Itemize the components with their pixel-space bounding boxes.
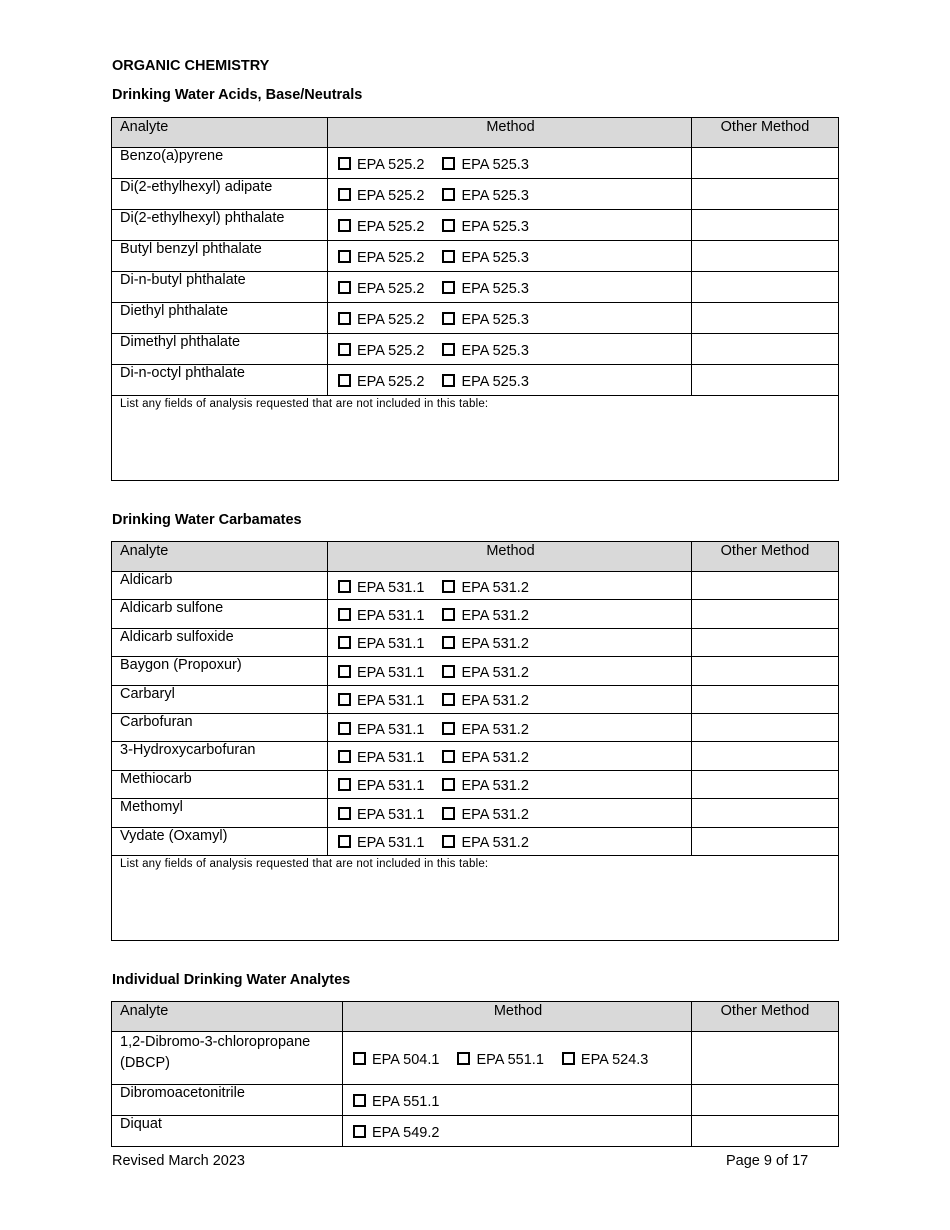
method-options xyxy=(328,210,692,241)
checkbox[interactable] xyxy=(338,722,351,735)
checkbox[interactable] xyxy=(442,778,455,791)
method-option[interactable] xyxy=(353,1094,439,1110)
checkbox[interactable] xyxy=(338,636,351,649)
method-label: EPA 531.2 xyxy=(461,806,529,823)
checkbox[interactable] xyxy=(338,807,351,820)
method-option[interactable] xyxy=(442,665,528,681)
analyte-name: Aldicarb xyxy=(112,572,328,600)
method-label: EPA 525.2 xyxy=(357,312,425,328)
analyte-column-header: Analyte xyxy=(112,542,328,572)
analyte-name: Dimethyl phthalate xyxy=(112,334,328,365)
method-option[interactable] xyxy=(442,778,528,794)
method-options xyxy=(328,272,692,303)
analyte-name: Carbofuran xyxy=(112,713,328,741)
method-label: EPA 525.2 xyxy=(357,188,425,204)
checkbox[interactable] xyxy=(338,374,351,387)
table-row xyxy=(112,770,839,798)
method-label: EPA 525.2 xyxy=(357,343,425,359)
analyte-name: Vydate (Oxamyl) xyxy=(112,827,328,855)
method-options xyxy=(328,657,692,685)
method-option[interactable] xyxy=(338,636,424,652)
method-option[interactable] xyxy=(338,188,424,204)
other-method-field[interactable] xyxy=(692,272,839,303)
method-label: EPA 525.3 xyxy=(461,188,529,204)
table-row xyxy=(112,334,839,365)
method-label: EPA 525.2 xyxy=(357,250,425,266)
method-label: EPA 531.1 xyxy=(357,778,425,795)
checkbox[interactable] xyxy=(338,608,351,621)
method-option[interactable] xyxy=(442,374,528,390)
method-label: EPA 531.1 xyxy=(357,664,425,681)
checkbox[interactable] xyxy=(338,250,351,263)
individual-analytes-table xyxy=(111,1001,839,1147)
analyte-name: Di-n-octyl phthalate xyxy=(112,365,328,396)
analyte-name: Methiocarb xyxy=(112,770,328,798)
checkbox[interactable] xyxy=(338,157,351,170)
checkbox[interactable] xyxy=(442,665,455,678)
table-row xyxy=(112,628,839,656)
method-label: EPA 525.3 xyxy=(461,250,529,266)
checkbox[interactable] xyxy=(442,807,455,820)
method-label: EPA 525.2 xyxy=(357,281,425,297)
method-label: EPA 504.1 xyxy=(372,1052,440,1068)
checkbox[interactable] xyxy=(338,665,351,678)
method-option[interactable] xyxy=(338,281,424,297)
other-method-field[interactable] xyxy=(692,799,839,827)
method-option[interactable] xyxy=(442,722,528,738)
method-label: EPA 549.2 xyxy=(372,1125,440,1141)
method-options xyxy=(328,685,692,713)
analyte-name: Aldicarb sulfone xyxy=(112,600,328,628)
table-header-row xyxy=(112,542,839,572)
method-option[interactable] xyxy=(442,250,528,266)
checkbox[interactable] xyxy=(353,1094,366,1107)
method-options xyxy=(343,1085,692,1116)
method-option[interactable] xyxy=(442,750,528,766)
method-option[interactable] xyxy=(338,608,424,624)
other-method-field[interactable] xyxy=(692,1085,839,1116)
method-option[interactable] xyxy=(442,608,528,624)
other-method-field[interactable] xyxy=(692,600,839,628)
other-method-field[interactable] xyxy=(692,657,839,685)
table-row xyxy=(112,210,839,241)
method-option[interactable] xyxy=(442,835,528,851)
method-options xyxy=(328,799,692,827)
method-option[interactable] xyxy=(338,722,424,738)
method-options xyxy=(328,827,692,855)
page-number: Page 9 of 17 xyxy=(726,1153,809,1169)
other-method-field[interactable] xyxy=(692,210,839,241)
acids-base-neutrals-table xyxy=(111,117,839,481)
checkbox[interactable] xyxy=(442,580,455,593)
analyte-name: Diethyl phthalate xyxy=(112,303,328,334)
method-options xyxy=(328,365,692,396)
method-label: EPA 531.1 xyxy=(357,721,425,738)
other-method-field[interactable] xyxy=(692,685,839,713)
checkbox[interactable] xyxy=(338,343,351,356)
notes-row xyxy=(112,855,839,940)
method-option[interactable] xyxy=(353,1052,439,1068)
method-label: EPA 531.1 xyxy=(357,579,425,596)
section-title: ORGANIC CHEMISTRY xyxy=(112,58,270,74)
method-label: EPA 531.1 xyxy=(357,636,425,653)
method-column-header: Method xyxy=(328,542,692,572)
analyte-column-header: Analyte xyxy=(112,1002,343,1032)
table-row xyxy=(112,148,839,179)
table-row xyxy=(112,303,839,334)
method-label: EPA 531.2 xyxy=(461,693,529,710)
method-option[interactable] xyxy=(338,807,424,823)
table-title-carbamates: Drinking Water Carbamates xyxy=(112,512,302,528)
checkbox[interactable] xyxy=(442,219,455,232)
method-options xyxy=(328,742,692,770)
other-method-field[interactable] xyxy=(692,365,839,396)
method-label: EPA 525.2 xyxy=(357,374,425,390)
table-row xyxy=(112,1116,839,1147)
method-option[interactable] xyxy=(442,219,528,235)
table-row xyxy=(112,657,839,685)
method-label: EPA 531.2 xyxy=(461,750,529,767)
other-method-column-header: Other Method xyxy=(692,118,839,148)
checkbox[interactable] xyxy=(442,722,455,735)
other-method-field[interactable] xyxy=(692,827,839,855)
method-label: EPA 524.3 xyxy=(580,1052,649,1068)
method-option[interactable] xyxy=(338,750,424,766)
method-option[interactable] xyxy=(442,807,528,823)
method-label: EPA 531.2 xyxy=(461,608,529,625)
method-label: EPA 531.2 xyxy=(461,721,529,738)
checkbox[interactable] xyxy=(353,1052,366,1065)
analyte-name: Butyl benzyl phthalate xyxy=(112,241,328,272)
method-option[interactable] xyxy=(442,312,528,328)
method-option[interactable] xyxy=(338,665,424,681)
notes-row xyxy=(112,396,839,481)
method-option[interactable] xyxy=(338,250,424,266)
checkbox[interactable] xyxy=(442,250,455,263)
checkbox[interactable] xyxy=(338,778,351,791)
other-method-column-header: Other Method xyxy=(692,1002,839,1032)
table-title-acids-base-neutrals: Drinking Water Acids, Base/Neutrals xyxy=(112,87,363,103)
analyte-column-header: Analyte xyxy=(112,118,328,148)
other-method-field[interactable] xyxy=(692,148,839,179)
other-method-field[interactable] xyxy=(692,179,839,210)
method-option[interactable] xyxy=(338,219,424,235)
method-label: EPA 531.1 xyxy=(357,608,425,625)
method-option[interactable] xyxy=(442,693,528,709)
table-row xyxy=(112,572,839,600)
method-option[interactable] xyxy=(338,312,424,328)
method-option[interactable] xyxy=(442,636,528,652)
other-method-field[interactable] xyxy=(692,1032,839,1085)
other-method-field[interactable] xyxy=(692,334,839,365)
analyte-name: Carbaryl xyxy=(112,685,328,713)
method-option[interactable] xyxy=(353,1125,439,1141)
table-header-row xyxy=(112,1002,839,1032)
checkbox[interactable] xyxy=(442,636,455,649)
checkbox[interactable] xyxy=(338,312,351,325)
method-options xyxy=(328,600,692,628)
method-label: EPA 531.2 xyxy=(461,778,529,795)
method-options xyxy=(343,1116,692,1147)
checkbox[interactable] xyxy=(442,188,455,201)
analyte-name: Baygon (Propoxur) xyxy=(112,657,328,685)
analyte-name: Dibromoacetonitrile xyxy=(112,1085,343,1116)
method-option[interactable] xyxy=(562,1052,648,1068)
method-label: EPA 531.1 xyxy=(357,835,425,852)
method-label: EPA 551.1 xyxy=(476,1052,544,1068)
method-options xyxy=(328,628,692,656)
analyte-name: Di(2-ethylhexyl) phthalate xyxy=(112,210,328,241)
method-option[interactable] xyxy=(338,580,424,596)
method-label: EPA 525.3 xyxy=(461,312,529,328)
method-options xyxy=(328,303,692,334)
method-options xyxy=(328,148,692,179)
other-method-field[interactable] xyxy=(692,628,839,656)
other-method-field[interactable] xyxy=(692,303,839,334)
method-options xyxy=(328,572,692,600)
checkbox[interactable] xyxy=(442,312,455,325)
table-row xyxy=(112,799,839,827)
checkbox[interactable] xyxy=(442,343,455,356)
table-row xyxy=(112,742,839,770)
table-row xyxy=(112,685,839,713)
method-option[interactable] xyxy=(442,188,528,204)
method-options xyxy=(328,770,692,798)
checkbox[interactable] xyxy=(338,188,351,201)
method-label: EPA 525.2 xyxy=(357,219,425,235)
analyte-name: Benzo(a)pyrene xyxy=(112,148,328,179)
checkbox[interactable] xyxy=(442,157,455,170)
table-row xyxy=(112,827,839,855)
analyte-name: Di-n-butyl phthalate xyxy=(112,272,328,303)
method-column-header: Method xyxy=(328,118,692,148)
other-method-field[interactable] xyxy=(692,572,839,600)
analyte-name: 3-Hydroxycarbofuran xyxy=(112,742,328,770)
method-option[interactable] xyxy=(338,835,424,851)
method-options xyxy=(328,179,692,210)
table-title-individual-analytes: Individual Drinking Water Analytes xyxy=(112,972,351,988)
other-method-field[interactable] xyxy=(692,713,839,741)
analyte-name: Diquat xyxy=(112,1116,343,1147)
checkbox[interactable] xyxy=(353,1125,366,1138)
method-label: EPA 531.2 xyxy=(461,835,529,852)
other-method-field[interactable] xyxy=(692,742,839,770)
method-option[interactable] xyxy=(442,157,528,173)
checkbox[interactable] xyxy=(457,1052,470,1065)
method-option[interactable] xyxy=(442,281,528,297)
method-option[interactable] xyxy=(338,157,424,173)
other-method-field[interactable] xyxy=(692,1116,839,1147)
other-method-field[interactable] xyxy=(692,241,839,272)
table-header-row xyxy=(112,118,839,148)
analyte-name: Aldicarb sulfoxide xyxy=(112,628,328,656)
table-row xyxy=(112,1085,839,1116)
checkbox[interactable] xyxy=(442,750,455,763)
analyte-name: Methomyl xyxy=(112,799,328,827)
checkbox[interactable] xyxy=(338,580,351,593)
method-label: EPA 531.1 xyxy=(357,693,425,710)
method-option[interactable] xyxy=(338,778,424,794)
checkbox[interactable] xyxy=(442,608,455,621)
carbamates-table xyxy=(111,541,839,941)
method-option[interactable] xyxy=(442,580,528,596)
additional-fields-note[interactable]: List any fields of analysis requested that are not included in this table: xyxy=(112,855,839,940)
checkbox[interactable] xyxy=(442,374,455,387)
table-row xyxy=(112,241,839,272)
method-label: EPA 551.1 xyxy=(372,1094,440,1110)
method-options xyxy=(343,1032,692,1085)
checkbox[interactable] xyxy=(338,750,351,763)
method-label: EPA 531.2 xyxy=(461,636,529,653)
method-options xyxy=(328,241,692,272)
checkbox[interactable] xyxy=(338,835,351,848)
method-options xyxy=(328,713,692,741)
method-label: EPA 525.3 xyxy=(461,281,529,297)
method-label: EPA 531.2 xyxy=(461,664,529,681)
method-option[interactable] xyxy=(338,343,424,359)
additional-fields-note[interactable]: List any fields of analysis requested that are not included in this table: xyxy=(112,396,839,481)
analyte-name: Di(2-ethylhexyl) adipate xyxy=(112,179,328,210)
method-label: EPA 531.2 xyxy=(461,579,529,596)
method-column-header: Method xyxy=(343,1002,692,1032)
method-options xyxy=(328,334,692,365)
method-option[interactable] xyxy=(338,374,424,390)
method-label: EPA 525.3 xyxy=(461,343,529,359)
method-label: EPA 525.3 xyxy=(461,219,529,235)
table-row xyxy=(112,272,839,303)
table-row xyxy=(112,1032,839,1085)
method-label: EPA 531.1 xyxy=(357,750,425,767)
method-option[interactable] xyxy=(338,693,424,709)
other-method-column-header: Other Method xyxy=(692,542,839,572)
checkbox[interactable] xyxy=(562,1052,575,1065)
other-method-field[interactable] xyxy=(692,770,839,798)
revised-date: Revised March 2023 xyxy=(112,1153,245,1169)
method-label: EPA 531.1 xyxy=(357,806,425,823)
analyte-name: 1,2-Dibromo-3-chloropropane (DBCP) xyxy=(112,1032,343,1085)
checkbox[interactable] xyxy=(338,219,351,232)
table-row xyxy=(112,600,839,628)
method-label: EPA 525.3 xyxy=(461,157,529,173)
method-option[interactable] xyxy=(442,343,528,359)
method-label: EPA 525.3 xyxy=(461,374,529,390)
table-row xyxy=(112,713,839,741)
table-row xyxy=(112,365,839,396)
checkbox[interactable] xyxy=(442,693,455,706)
method-option[interactable] xyxy=(457,1052,543,1068)
method-label: EPA 525.2 xyxy=(357,157,425,173)
checkbox[interactable] xyxy=(338,281,351,294)
checkbox[interactable] xyxy=(338,693,351,706)
checkbox[interactable] xyxy=(442,835,455,848)
checkbox[interactable] xyxy=(442,281,455,294)
table-row xyxy=(112,179,839,210)
